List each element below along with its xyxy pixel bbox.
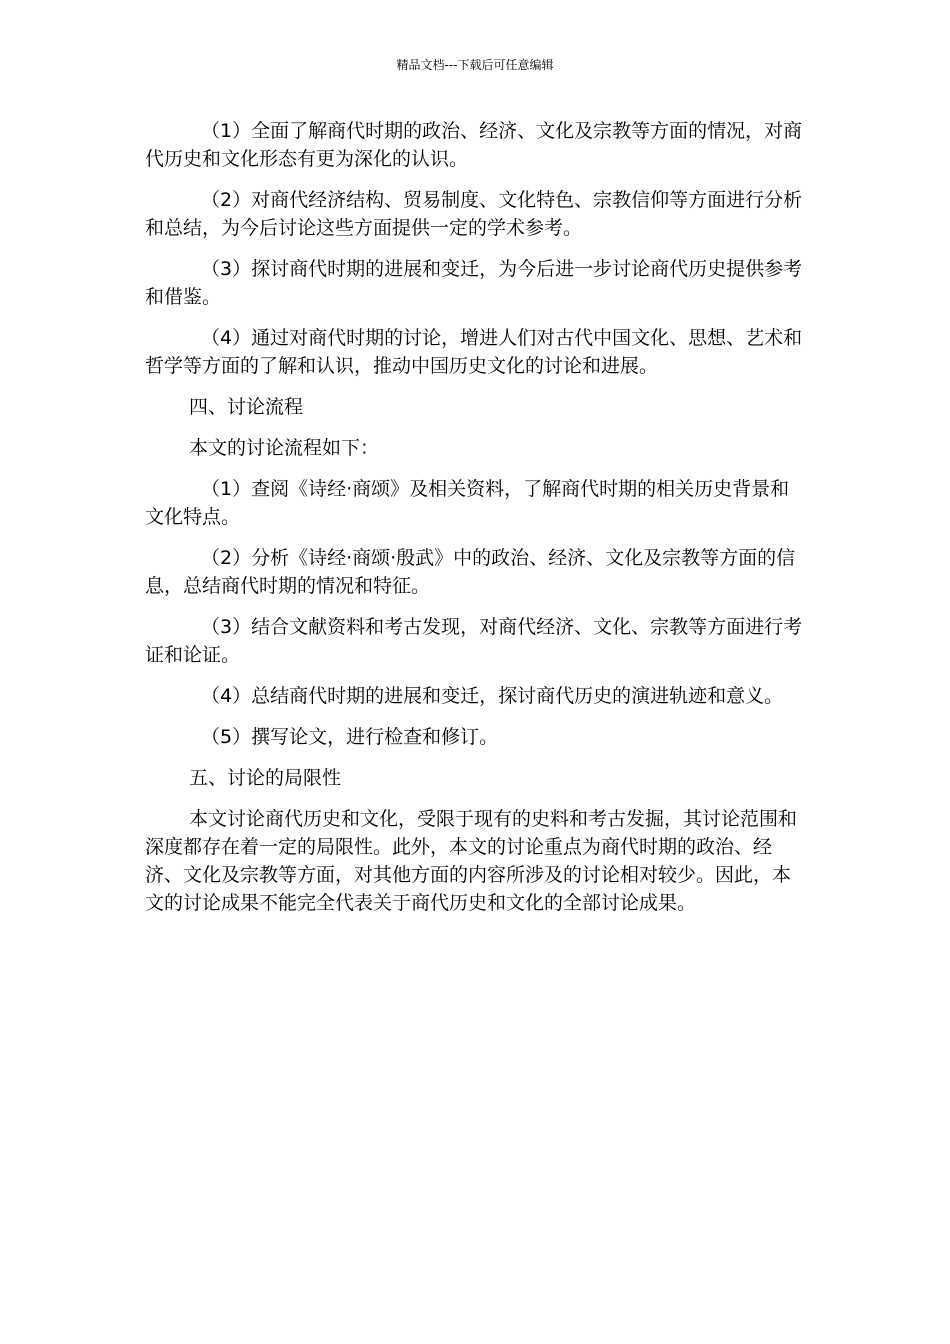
- objective-item-2: （2）对商代经济结构、贸易制度、文化特色、宗教信仰等方面进行分析和总结，为今后讨论这些方面提供一定的学术参考。: [145, 189, 803, 239]
- section-heading-limitations: 五、讨论的局限性: [189, 767, 342, 789]
- process-step-1: （1）查阅《诗经·商颂》及相关资料，了解商代时期的相关历史背景和文化特点。: [145, 478, 790, 528]
- objective-item-4: （4）通过对商代时期的讨论，增进人们对古代中国文化、思想、艺术和哲学等方面的了解和认识，推动中国历史文化的讨论和进展。: [145, 327, 803, 377]
- section-heading-process: 四、讨论流程: [189, 396, 304, 418]
- process-step-5: （5）撰写论文，进行检查和修订。: [201, 726, 499, 748]
- process-step-4: （4）总结商代时期的进展和变迁，探讨商代历史的演进轨迹和意义。: [201, 685, 784, 707]
- document-body: [145, 117, 805, 930]
- process-step-3: （3）结合文献资料和考古发现，对商代经济、文化、宗教等方面进行考证和论证。: [145, 616, 803, 666]
- process-intro: 本文的讨论流程如下：: [189, 437, 380, 459]
- limitations-paragraph: 本文讨论商代历史和文化，受限于现有的史料和考古发掘，其讨论范围和深度都存在着一定的局限性。此外，本文的讨论重点为商代时期的政治、经济、文化及宗教等方面，对其他方面的内容所涉及的讨论相对较少。因此，本文的讨论成果不能完全代表关于商代历史和文化的全部讨论成果。: [145, 808, 798, 914]
- objective-item-3: （3）探讨商代时期的进展和变迁，为今后进一步讨论商代历史提供参考和借鉴。: [145, 258, 803, 308]
- page-header: 精品文档---下载后可任意编辑: [396, 58, 554, 72]
- process-step-2: （2）分析《诗经·商颂·殷武》中的政治、经济、文化及宗教等方面的信息，总结商代时期的情况和特征。: [145, 547, 796, 597]
- objective-item-1: （1）全面了解商代时期的政治、经济、文化及宗教等方面的情况，对商代历史和文化形态有更为深化的认识。: [145, 120, 803, 170]
